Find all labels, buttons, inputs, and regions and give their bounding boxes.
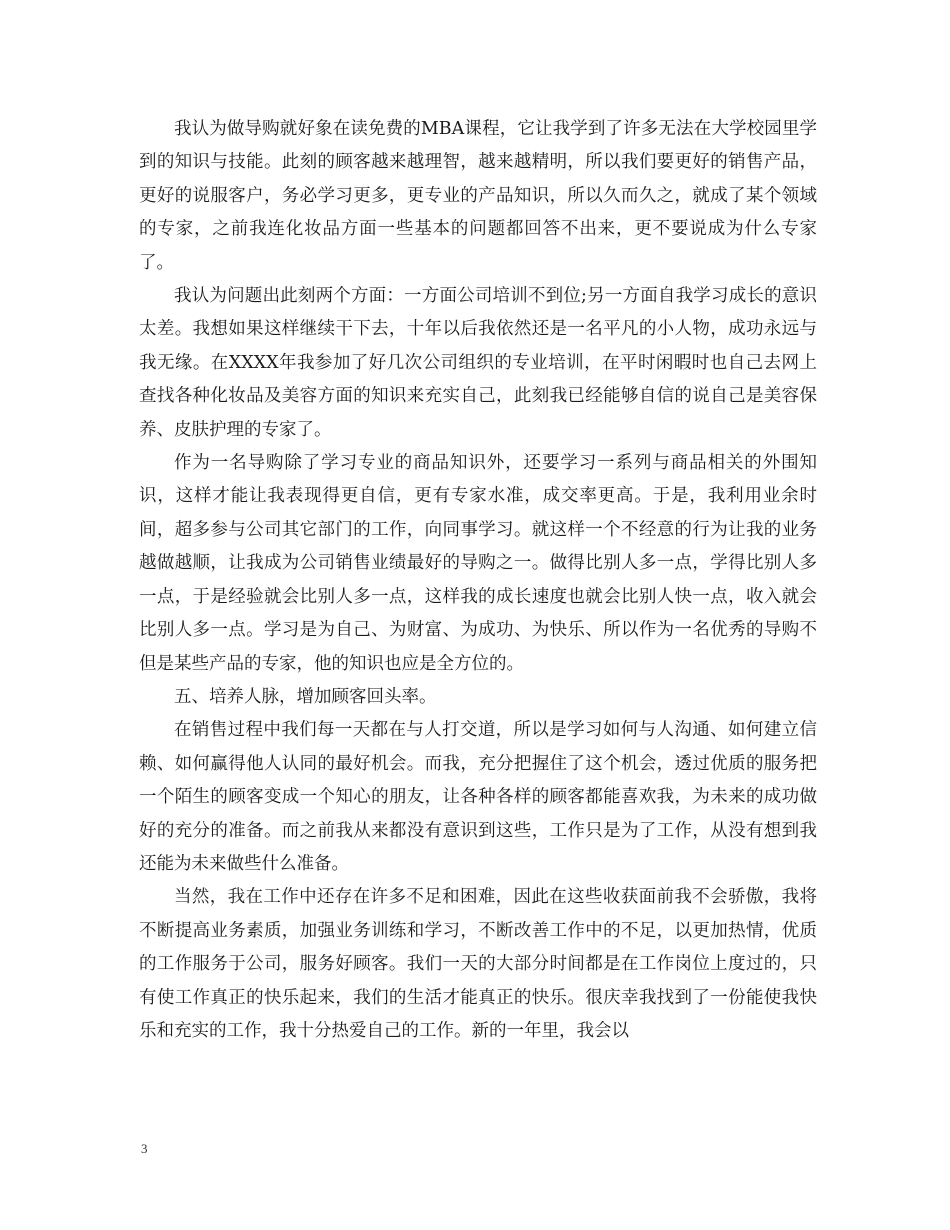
page-number: 3 <box>141 1141 148 1156</box>
paragraph-peripheral-knowledge: 作为一名导购除了学习专业的商品知识外，还要学习一系列与商品相关的外围知识，这样才能让我表现得更自信，更有专家水准，成交率更高。于是，我利用业余时间，超多参与公司其它部门的工作，向同事学习。就这样一个不经意的行为让我的业务越做越顺，让我成为公司销售业绩最好的导购之一。做得比别人多一点，学得比别人多一点，于是经验就会比别人多一点，这样我的成长速度也就会比别人快一点，收入就会比别人多一点。学习是为自己、为财富、为成功、为快乐、所以作为一名优秀的导购不但是某些产品的专家，他的知识也应是全方位的。 <box>139 453 817 674</box>
paragraph-mba-course: 我认为做导购就好象在读免费的MBA课程，它让我学到了许多无法在大学校园里学到的知识与技能。此刻的顾客越来越理智，越来越精明，所以我们要更好的销售产品，更好的说服客户，务必学习更多，更专业的产品知识，所以久而久之，就成了某个领域的专家，之前我连化妆品方面一些基本的问题都回答不出来，更不要说成为什么专家了。 <box>139 119 817 273</box>
document-body <box>139 113 817 1048</box>
section-heading-networking: 五、培养人脉，增加顾客回头率。 <box>174 686 437 707</box>
paragraph-problem-analysis: 我认为问题出此刻两个方面：一方面公司培训不到位;另一方面自我学习成长的意识太差。我想如果这样继续干下去，十年以后我依然还是一名平凡的小人物，成功永远与我无缘。在XXXX年我参加了好几次公司组织的专业培训，在平时闲暇时也自己去网上查找各种化妆品及美容方面的知识来充实自己，此刻我已经能够自信的说自己是美容保养、皮肤护理的专家了。 <box>139 286 817 440</box>
paragraph-communication: 在销售过程中我们每一天都在与人打交道，所以是学习如何与人沟通、如何建立信赖、如何赢得他人认同的最好机会。而我，充分把握住了这个机会，透过优质的服务把一个陌生的顾客变成一个知心的朋友，让各种各样的顾客都能喜欢我，为未来的成功做好的充分的准备。而之前我从来都没有意识到这些，工作只是为了工作，从没有想到我还能为未来做些什么准备。 <box>139 720 817 874</box>
paragraph-shortcomings: 当然，我在工作中还存在许多不足和困难，因此在这些收获面前我不会骄傲，我将不断提高业务素质，加强业务训练和学习，不断改善工作中的不足，以更加热情，优质的工作服务于公司，服务好顾客。我们一天的大部分时间都是在工作岗位上度过的，只有使工作真正的快乐起来，我们的生活才能真正的快乐。很庆幸我找到了一份能使我快乐和充实的工作，我十分热爱自己的工作。新的一年里，我会以 <box>139 887 817 1041</box>
